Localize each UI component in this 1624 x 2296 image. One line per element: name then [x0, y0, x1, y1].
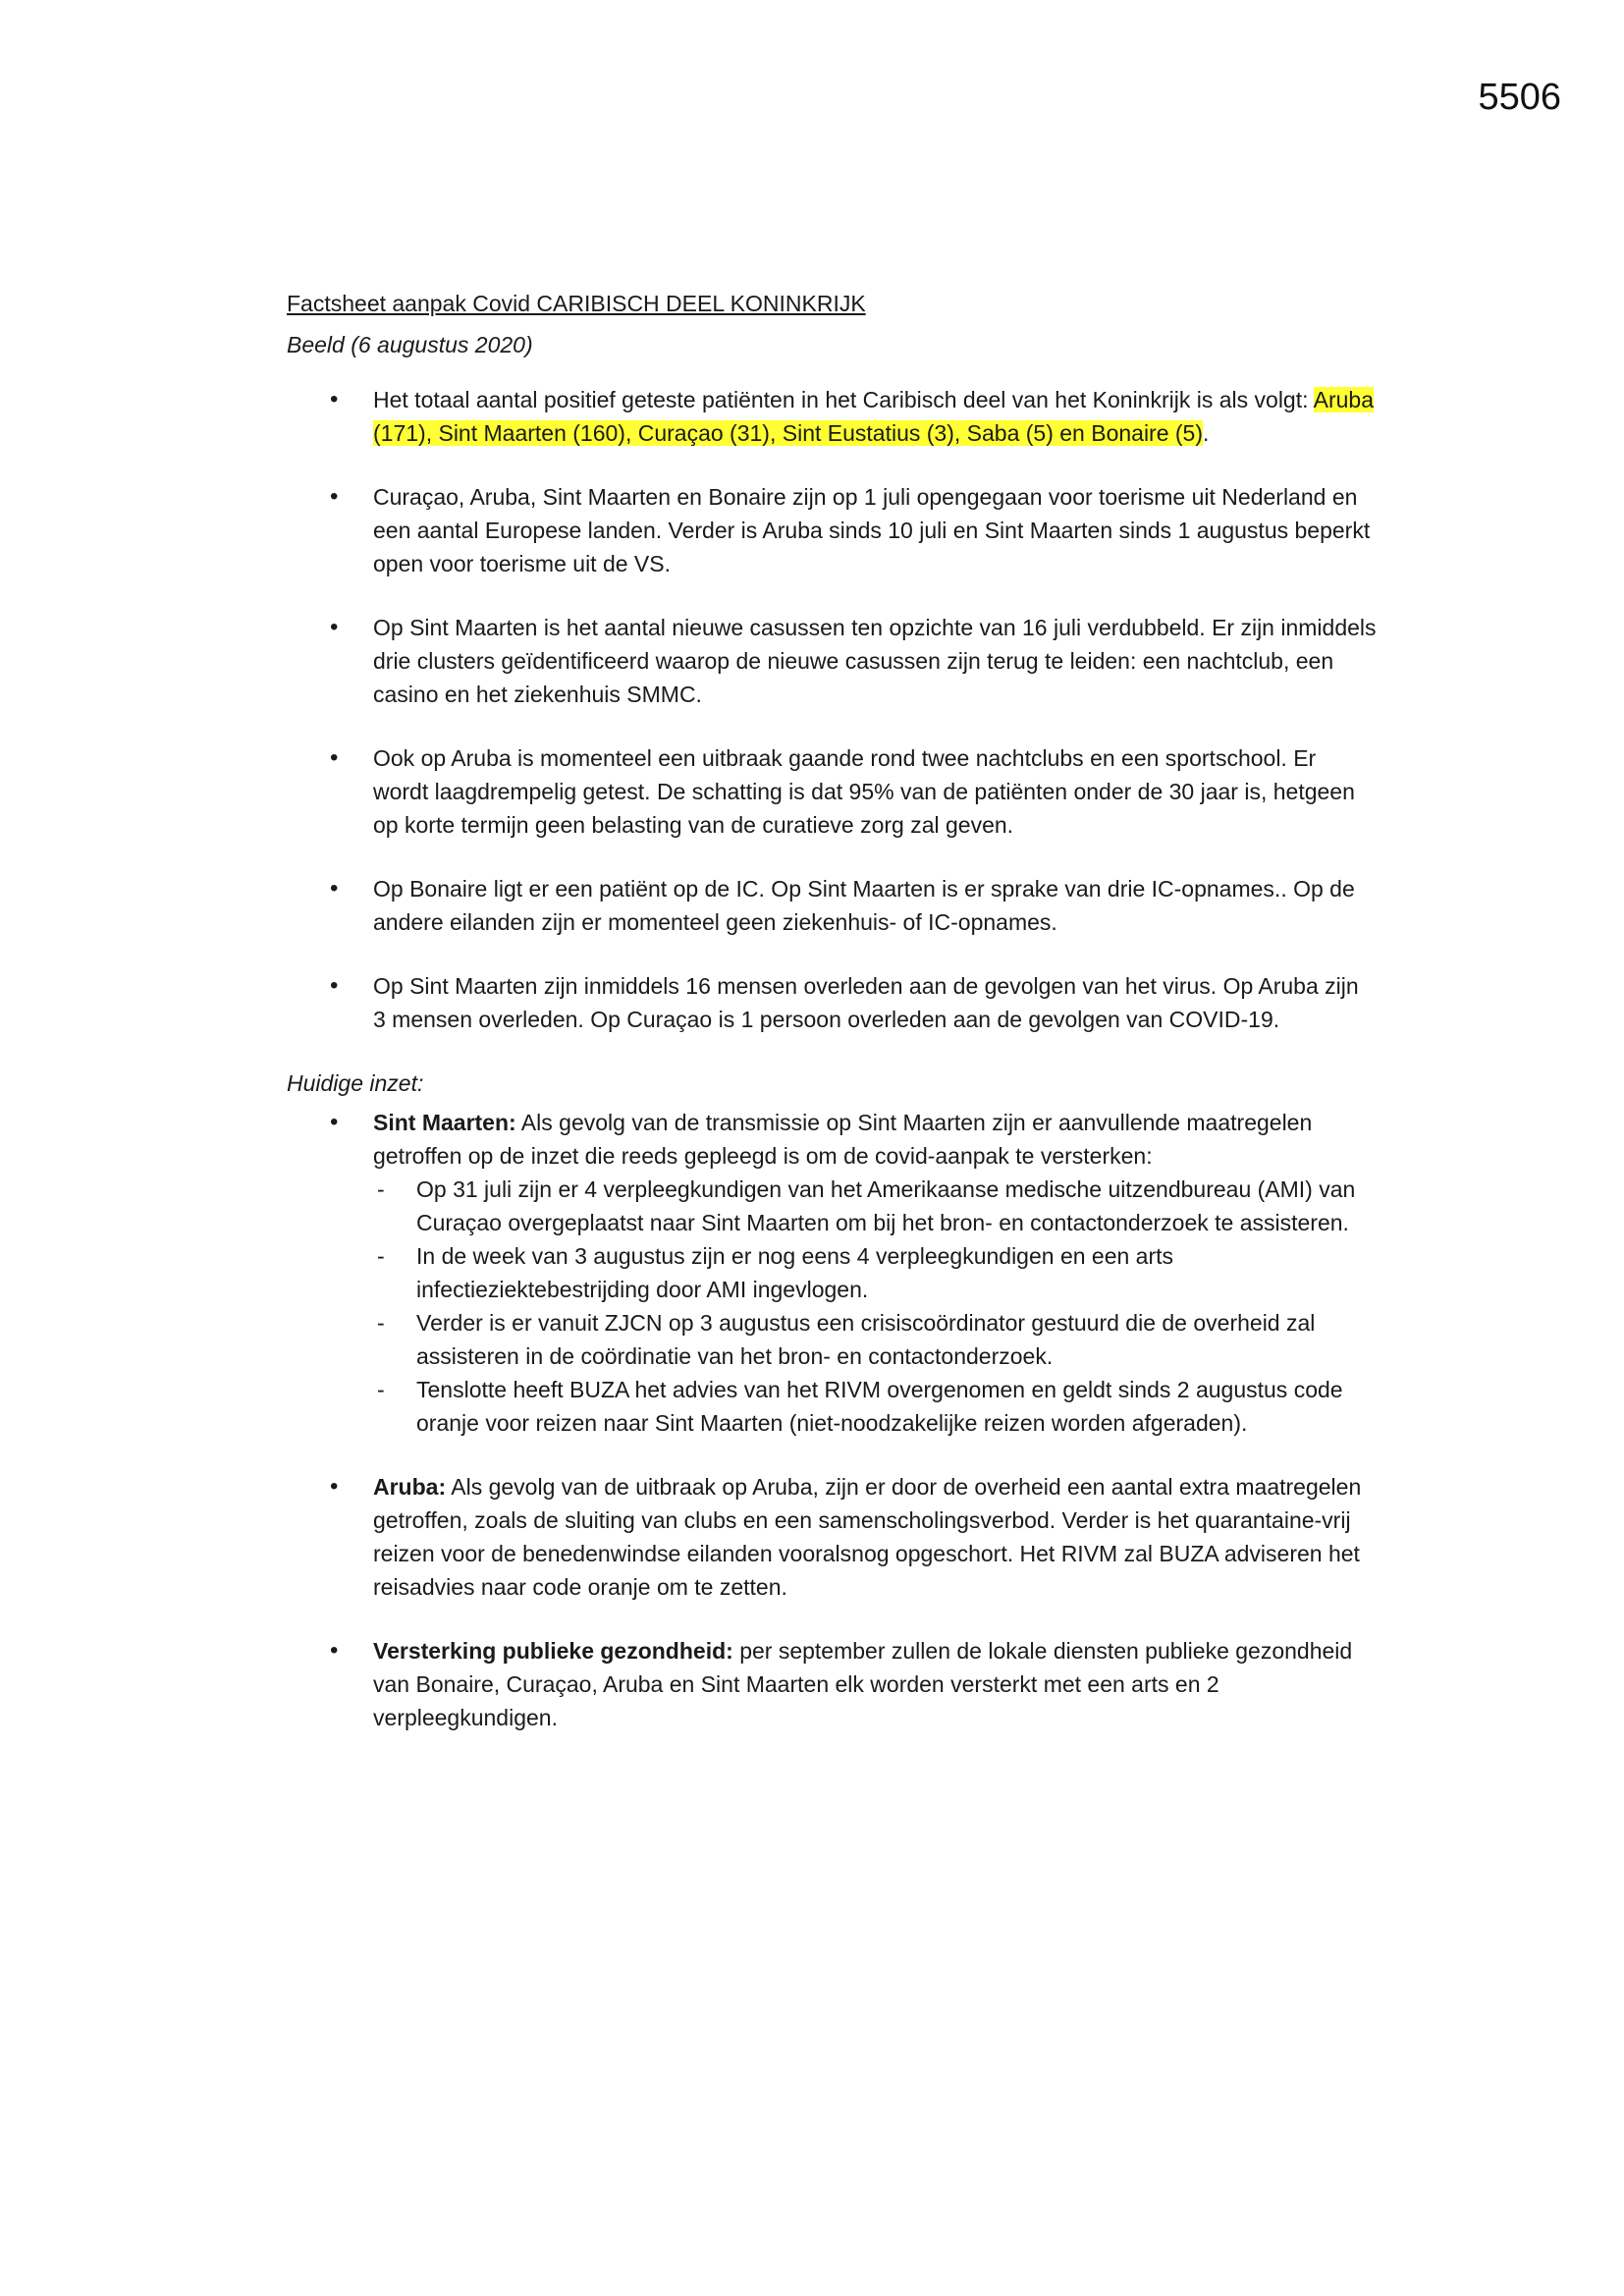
list-item-text: Op Sint Maarten zijn inmiddels 16 mensen overleden aan de gevolgen van het virus. Op Aruba zijn 3 mensen overleden. Op Curaçao is 1 persoon overleden aan de gevolgen van COVID-19. [373, 973, 1359, 1032]
list-item-text: Ook op Aruba is momenteel een uitbraak gaande rond twee nachtclubs en een sportschool. Er wordt laagdrempelig getest. De schatting is dat 95% van de patiënten onder de 30 jaar is, hetgeen op korte termijn geen belasting van de curatieve zorg zal geven. [373, 745, 1355, 838]
list-item-label: Versterking publieke gezondheid: [373, 1638, 733, 1664]
inzet-list [287, 1106, 1377, 1734]
list-item [287, 383, 1377, 450]
list-item-text: Als gevolg van de uitbraak op Aruba, zijn er door de overheid een aantal extra maatregelen getroffen, zoals de sluiting van clubs en een samenscholingsverbod. Verder is het quarantaine-vrij reizen voor de benedenwindse eilanden vooralsnog opgeschort. Het RIVM zal BUZA adviseren het reisadvies naar code oranje om te zetten. [373, 1474, 1362, 1600]
document-title: Factsheet aanpak Covid CARIBISCH DEEL KONINKRIJK [287, 291, 866, 316]
list-item-text: Als gevolg van de transmissie op Sint Maarten zijn er aanvullende maatregelen getroffen op de inzet die reeds gepleegd is om de covid-aanpak te versterken: [373, 1110, 1313, 1169]
sub-list-item: - Tenslotte heeft BUZA het advies van het RIVM overgenomen en geldt sinds 2 augustus code oranje voor reizen naar Sint Maarten (niet-noodzakelijke reizen worden afgeraden). [373, 1373, 1377, 1440]
sub-list-item: - In de week van 3 augustus zijn er nog eens 4 verpleegkundigen en een arts infectieziektebestrijding door AMI ingevlogen. [373, 1239, 1377, 1306]
sub-list-item: - Verder is er vanuit ZJCN op 3 augustus een crisiscoördinator gestuurd die de overheid zal assisteren in de coördinatie van het bron- en contactonderzoek. [373, 1306, 1377, 1373]
beeld-list [287, 383, 1377, 1036]
list-item-text: Op Bonaire ligt er een patiënt op de IC. Op Sint Maarten is er sprake van drie IC-opnames.. Op de andere eilanden zijn er momenteel geen ziekenhuis- of IC-opnames. [373, 876, 1355, 935]
list-item-label: Aruba: [373, 1474, 447, 1500]
section-inzet-heading: Huidige inzet: [287, 1070, 424, 1096]
page-number: 5506 [1478, 77, 1561, 118]
list-item [287, 872, 1377, 939]
list-item-text: Op Sint Maarten is het aantal nieuwe casussen ten opzichte van 16 juli verdubbeld. Er zijn inmiddels drie clusters geïdentificeerd waarop de nieuwe casussen zijn terug te leiden: een nachtclub, een casino en het ziekenhuis SMMC. [373, 615, 1377, 707]
document-body [287, 287, 1377, 1765]
list-item-text: Het totaal aantal positief geteste patiënten in het Caribisch deel van het Koninkrijk is als volgt: [373, 387, 1314, 412]
list-item-tail: . [1203, 420, 1210, 446]
list-item-label: Sint Maarten: [373, 1110, 516, 1135]
list-item [287, 480, 1377, 580]
list-item [287, 969, 1377, 1036]
section-beeld-heading: Beeld (6 augustus 2020) [287, 332, 533, 357]
list-item-text: per september zullen de lokale diensten publieke gezondheid van Bonaire, Curaçao, Aruba en Sint Maarten elk worden versterkt met een arts en 2 verpleegkundigen. [373, 1638, 1353, 1730]
sub-list-item: - Op 31 juli zijn er 4 verpleegkundigen van het Amerikaanse medische uitzendbureau (AMI) van Curaçao overgeplaatst naar Sint Maarten om bij het bron- en contactonderzoek te assisteren. [373, 1173, 1377, 1239]
sub-list [373, 1173, 1377, 1440]
list-item [287, 1634, 1377, 1734]
list-item-text: Curaçao, Aruba, Sint Maarten en Bonaire zijn op 1 juli opengegaan voor toerisme uit Nederland en een aantal Europese landen. Verder is Aruba sinds 10 juli en Sint Maarten sinds 1 augustus beperkt open voor toerisme uit de VS. [373, 484, 1371, 576]
list-item [287, 1106, 1377, 1440]
list-item [287, 1470, 1377, 1604]
highlighted-case-counts: Aruba (171), Sint Maarten (160), Curaçao (31), Sint Eustatius (3), Saba (5) en Bonaire (5) [373, 387, 1374, 446]
list-item [287, 741, 1377, 842]
list-item [287, 611, 1377, 711]
